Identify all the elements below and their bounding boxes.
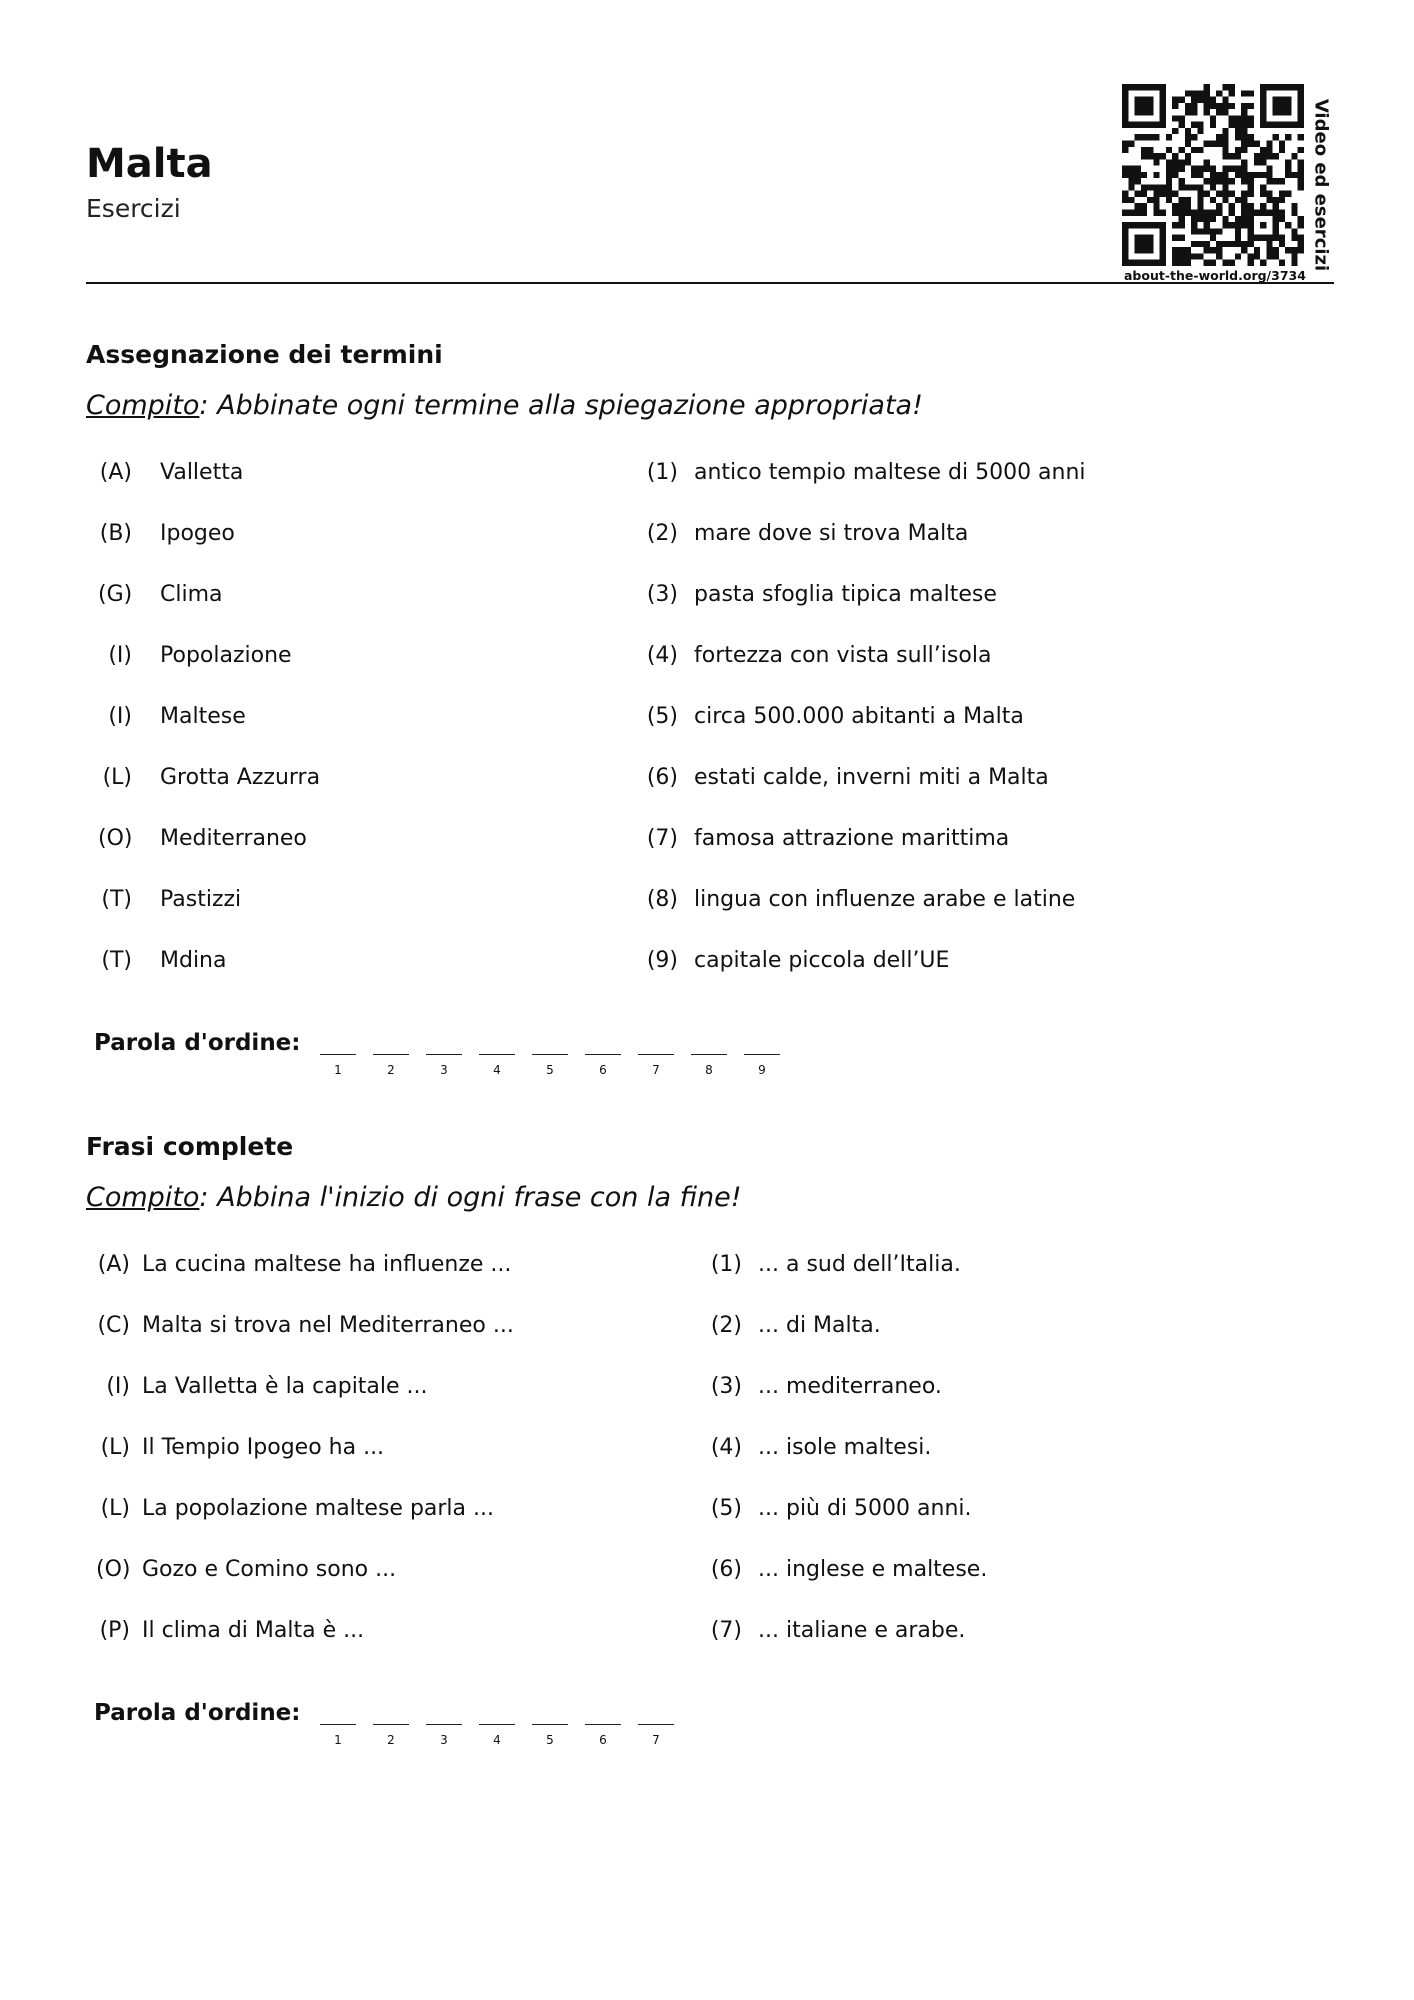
item-text: fortezza con vista sull’isola	[694, 643, 992, 668]
password-row	[94, 1702, 794, 1762]
item-code: (3)	[646, 582, 678, 607]
item-code: (L)	[102, 765, 132, 790]
item-text: lingua con influenze arabe e latine	[694, 887, 1076, 912]
item-text: Clima	[160, 582, 223, 607]
item-text: Popolazione	[160, 643, 292, 668]
password-blank[interactable]	[638, 1054, 674, 1055]
section-title: Assegnazione dei termini	[86, 340, 443, 369]
item-code: (A)	[97, 1252, 130, 1277]
item-code: (4)	[646, 643, 678, 668]
item-code: (2)	[710, 1313, 742, 1338]
item-code: (B)	[99, 521, 132, 546]
item-code: (T)	[101, 948, 132, 973]
item-code: (9)	[646, 948, 678, 973]
password-blank-number: 3	[440, 1733, 448, 1747]
password-blank[interactable]	[479, 1724, 515, 1725]
item-code: (6)	[646, 765, 678, 790]
task-instruction	[86, 1184, 742, 1211]
section-title: Frasi complete	[86, 1132, 294, 1161]
item-text: Malta si trova nel Mediterraneo ...	[142, 1313, 514, 1338]
item-code: (I)	[108, 704, 132, 729]
item-text: Gozo e Comino sono ...	[142, 1557, 397, 1582]
password-blank-number: 5	[546, 1063, 554, 1077]
item-code: (I)	[106, 1374, 130, 1399]
item-code: (L)	[100, 1435, 130, 1460]
item-text: Ipogeo	[160, 521, 235, 546]
item-text: ... inglese e maltese.	[758, 1557, 988, 1582]
item-code: (5)	[646, 704, 678, 729]
item-code: (4)	[710, 1435, 742, 1460]
password-blank-number: 7	[652, 1063, 660, 1077]
item-text: Mdina	[160, 948, 227, 973]
item-code: (I)	[108, 643, 132, 668]
item-code: (3)	[710, 1374, 742, 1399]
item-text: estati calde, inverni miti a Malta	[694, 765, 1049, 790]
item-code: (O)	[98, 826, 133, 851]
item-code: (7)	[646, 826, 678, 851]
page-title: Malta	[86, 141, 213, 187]
password-blank-number: 4	[493, 1733, 501, 1747]
password-blank-number: 2	[387, 1063, 395, 1077]
item-text: ... a sud dell’Italia.	[758, 1252, 961, 1277]
item-text: La Valletta è la capitale ...	[142, 1374, 428, 1399]
item-code: (2)	[646, 521, 678, 546]
page-subtitle: Esercizi	[86, 194, 181, 223]
item-text: capitale piccola dell’UE	[694, 948, 950, 973]
password-blank-number: 1	[334, 1063, 342, 1077]
password-blank-number: 4	[493, 1063, 501, 1077]
item-text: Il clima di Malta è ...	[142, 1618, 365, 1643]
item-text: circa 500.000 abitanti a Malta	[694, 704, 1024, 729]
section-sentence-completion	[86, 1134, 1334, 1774]
password-blank-number: 3	[440, 1063, 448, 1077]
item-text: Il Tempio Ipogeo ha ...	[142, 1435, 385, 1460]
item-text: Grotta Azzurra	[160, 765, 321, 790]
password-blank-number: 6	[599, 1733, 607, 1747]
item-text: Valletta	[160, 460, 244, 485]
password-blank[interactable]	[585, 1724, 621, 1725]
password-blank[interactable]	[373, 1724, 409, 1725]
item-text: famosa attrazione marittima	[694, 826, 1010, 851]
item-code: (C)	[97, 1313, 130, 1338]
item-code: (L)	[100, 1496, 130, 1521]
password-blank-number: 9	[758, 1063, 766, 1077]
item-text: ... di Malta.	[758, 1313, 881, 1338]
item-text: ... isole maltesi.	[758, 1435, 932, 1460]
password-blank[interactable]	[320, 1054, 356, 1055]
password-blank[interactable]	[373, 1054, 409, 1055]
item-code: (G)	[98, 582, 133, 607]
qr-side-label	[1303, 100, 1339, 270]
qr-code-icon[interactable]	[1122, 84, 1304, 266]
item-code: (5)	[710, 1496, 742, 1521]
item-code: (A)	[99, 460, 132, 485]
task-text: : Abbina l'inizio di ogni frase con la fine!	[199, 1182, 742, 1213]
password-blank[interactable]	[426, 1054, 462, 1055]
item-text: ... italiane e arabe.	[758, 1618, 966, 1643]
task-label: Compito	[86, 1182, 200, 1213]
password-row	[94, 1032, 854, 1092]
password-label: Parola d'ordine:	[94, 1700, 301, 1726]
item-text: ... più di 5000 anni.	[758, 1496, 972, 1521]
task-label: Compito	[86, 390, 200, 421]
item-code: (6)	[710, 1557, 742, 1582]
item-code: (O)	[96, 1557, 131, 1582]
item-text: La cucina maltese ha influenze ...	[142, 1252, 512, 1277]
password-label: Parola d'ordine:	[94, 1030, 301, 1056]
password-blank[interactable]	[638, 1724, 674, 1725]
item-code: (1)	[710, 1252, 742, 1277]
item-text: Maltese	[160, 704, 246, 729]
item-text: antico tempio maltese di 5000 anni	[694, 460, 1086, 485]
password-blank[interactable]	[744, 1054, 780, 1055]
task-instruction	[86, 392, 923, 419]
qr-side-text: Video ed esercizi	[1310, 98, 1332, 272]
password-blank[interactable]	[532, 1724, 568, 1725]
password-blank-number: 8	[705, 1063, 713, 1077]
item-code: (T)	[101, 887, 132, 912]
password-blank[interactable]	[691, 1054, 727, 1055]
password-blank[interactable]	[426, 1724, 462, 1725]
item-text: pasta sfoglia tipica maltese	[694, 582, 997, 607]
item-code: (1)	[646, 460, 678, 485]
item-code: (P)	[99, 1618, 130, 1643]
password-blank[interactable]	[585, 1054, 621, 1055]
item-code: (8)	[646, 887, 678, 912]
item-code: (7)	[710, 1618, 742, 1643]
password-blank[interactable]	[532, 1054, 568, 1055]
task-text: : Abbinate ogni termine alla spiegazione appropriata!	[199, 390, 923, 421]
item-text: mare dove si trova Malta	[694, 521, 969, 546]
header-divider	[86, 282, 1334, 284]
section-term-matching	[86, 342, 1334, 1082]
password-blank-number: 5	[546, 1733, 554, 1747]
item-text: Pastizzi	[160, 887, 242, 912]
password-blank-number: 2	[387, 1733, 395, 1747]
item-text: Mediterraneo	[160, 826, 307, 851]
item-text: ... mediterraneo.	[758, 1374, 942, 1399]
qr-url-link[interactable]: about-the-world.org/3734	[1124, 268, 1306, 283]
password-blank-number: 1	[334, 1733, 342, 1747]
item-text: La popolazione maltese parla ...	[142, 1496, 494, 1521]
password-blank-number: 6	[599, 1063, 607, 1077]
password-blank[interactable]	[479, 1054, 515, 1055]
password-blank-number: 7	[652, 1733, 660, 1747]
password-blank[interactable]	[320, 1724, 356, 1725]
